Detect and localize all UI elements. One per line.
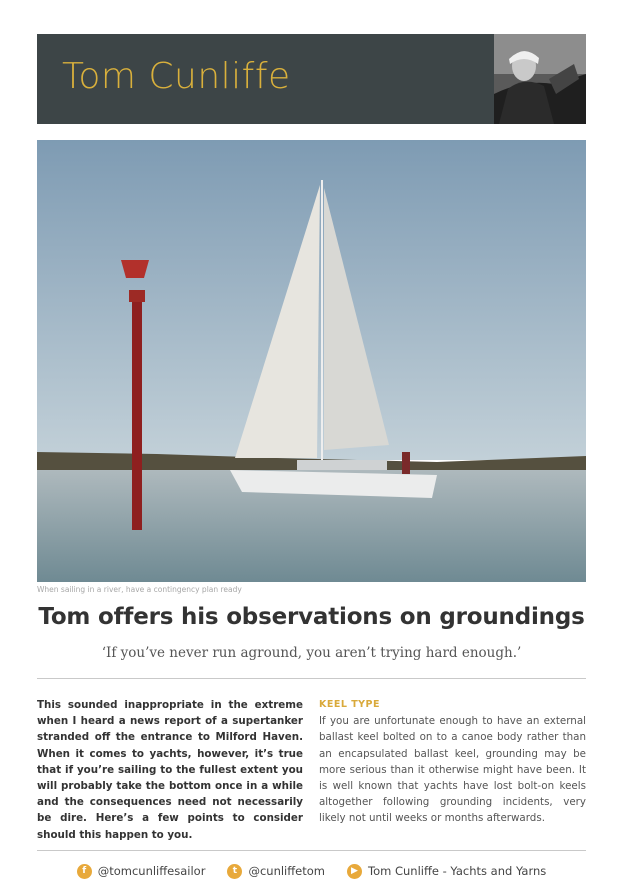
photo-caption: When sailing in a river, have a contingency plan ready (37, 585, 242, 594)
article-subtitle: ‘If you’ve never run aground, you aren’t trying hard enough.’ (101, 645, 522, 661)
header-banner (37, 34, 586, 124)
author-name: Tom Cunliffe (62, 56, 291, 97)
twitter-icon: t (227, 864, 242, 879)
keel-type-section (319, 697, 586, 827)
sailboat-photo (37, 140, 586, 582)
youtube-channel: Tom Cunliffe - Yachts and Yarns (368, 864, 547, 878)
article-title: Tom offers his observations on groundings (38, 604, 585, 630)
twitter-link[interactable] (227, 864, 325, 879)
section-heading: KEEL TYPE (319, 699, 381, 710)
youtube-link[interactable] (347, 864, 546, 879)
divider-bottom (37, 850, 586, 851)
social-links (37, 861, 586, 881)
facebook-icon: f (77, 864, 92, 879)
divider-top (37, 678, 586, 679)
author-portrait (494, 34, 586, 124)
facebook-link[interactable] (77, 864, 206, 879)
youtube-icon: ▶ (347, 864, 362, 879)
facebook-handle: @tomcunliffesailor (97, 864, 206, 878)
section-body: If you are unfortunate enough to have an external ballast keel bolted on to a canoe body rather than an encapsulated ballast keel, grounding may be more serious than it otherwise might have been. It is well known that yachts have lost bolt-on keels altogether following grounding incidents, very likely not until weeks or months afterwards. (319, 715, 586, 825)
twitter-handle: @cunliffetom (248, 864, 325, 878)
article-intro: This sounded inappropriate in the extreme when I heard a news report of a supertanker stranded off the entrance to Milford Haven. When it comes to yachts, however, it’s true that if you’re sailing to the fullest extent you will probably take the bottom once in a while and the consequences need not necessarily be dire. Here’s a few points to consider should this happen to you. (37, 699, 303, 841)
